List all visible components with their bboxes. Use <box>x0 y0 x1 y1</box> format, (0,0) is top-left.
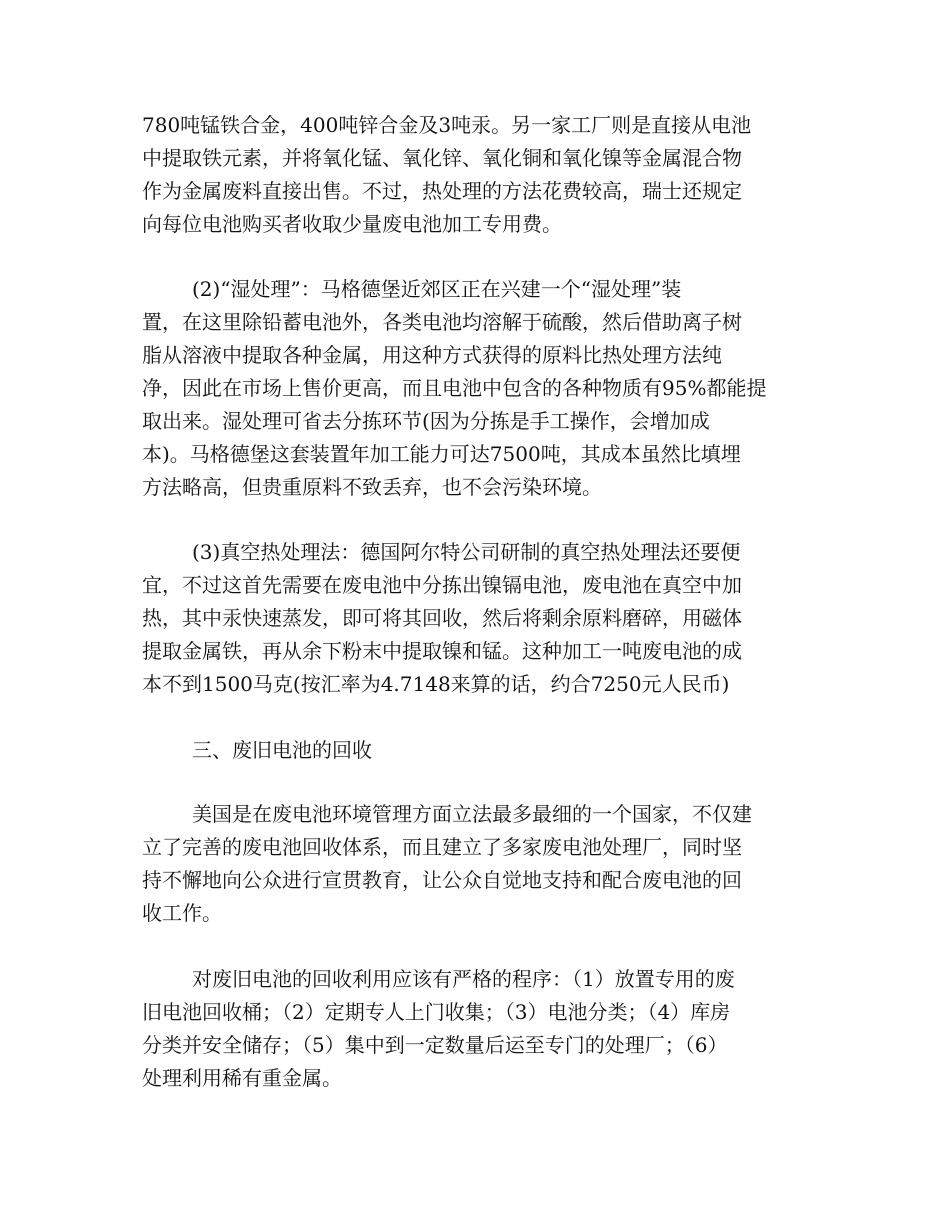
text-line: 立了完善的废电池回收体系，而且建立了多家废电池处理厂，同时坚 <box>142 835 742 859</box>
text-line: (2)“湿处理”：马格德堡近郊区正在兴建一个“湿处理”装 <box>192 277 682 301</box>
text-line: 提取金属铁，再从余下粉末中提取镍和锰。这种加工一吨废电池的成 <box>142 639 742 663</box>
text-line: 处理利用稀有重金属。 <box>142 1066 342 1090</box>
text-line: 收工作。 <box>142 901 222 925</box>
text-line: 向每位电池购买者收取少量废电池加工专用费。 <box>142 212 562 236</box>
text-line: 作为金属废料直接出售。不过，热处理的方法花费较高，瑞士还规定 <box>142 179 742 203</box>
text-line: 分类并安全储存；（5）集中到一定数量后运至专门的处理厂；（6） <box>142 1033 728 1057</box>
text-line: 持不懈地向公众进行宣贯教育，让公众自觉地支持和配合废电池的回 <box>142 868 742 892</box>
text-line: 旧电池回收桶；（2）定期专人上门收集；（3）电池分类；（4）库房 <box>142 1000 731 1024</box>
text-line: 方法略高，但贵重原料不致丢弃，也不会污染环境。 <box>142 475 602 499</box>
text-line: 宜，不过这首先需要在废电池中分拣出镍镉电池，废电池在真空中加 <box>142 573 742 597</box>
text-line: 置，在这里除铅蓄电池外，各类电池均溶解于硫酸，然后借助离子树 <box>142 310 742 334</box>
text-line: 取出来。湿处理可省去分拣环节(因为分拣是手工操作，会增加成 <box>142 409 710 433</box>
text-line: (3)真空热处理法：德国阿尔特公司研制的真空热处理法还要便 <box>192 540 741 564</box>
text-line: 对废旧电池的回收利用应该有严格的程序：（1）放置专用的废 <box>192 967 735 991</box>
text-line: 本)。马格德堡这套装置年加工能力可达7500吨，其成本虽然比填埋 <box>142 442 741 466</box>
text-line: 净，因此在市场上售价更高，而且电池中包含的各种物质有95%都能提 <box>142 376 767 400</box>
text-line: 脂从溶液中提取各种金属，用这种方式获得的原料比热处理方法纯 <box>142 343 722 367</box>
text-line: 780吨锰铁合金，400吨锌合金及3吨汞。另一家工厂则是直接从电池 <box>142 113 752 137</box>
text-line: 中提取铁元素，并将氧化锰、氧化锌、氧化铜和氧化镍等金属混合物 <box>142 146 742 170</box>
text-line: 热，其中汞快速蒸发，即可将其回收，然后将剩余原料磨碎，用磁体 <box>142 606 742 630</box>
text-line: 本不到1500马克(按汇率为4.7148来算的话，约合7250元人民币) <box>142 672 730 696</box>
text-line: 美国是在废电池环境管理方面立法最多最细的一个国家，不仅建 <box>192 802 752 826</box>
section-heading: 三、废旧电池的回收 <box>192 738 372 762</box>
